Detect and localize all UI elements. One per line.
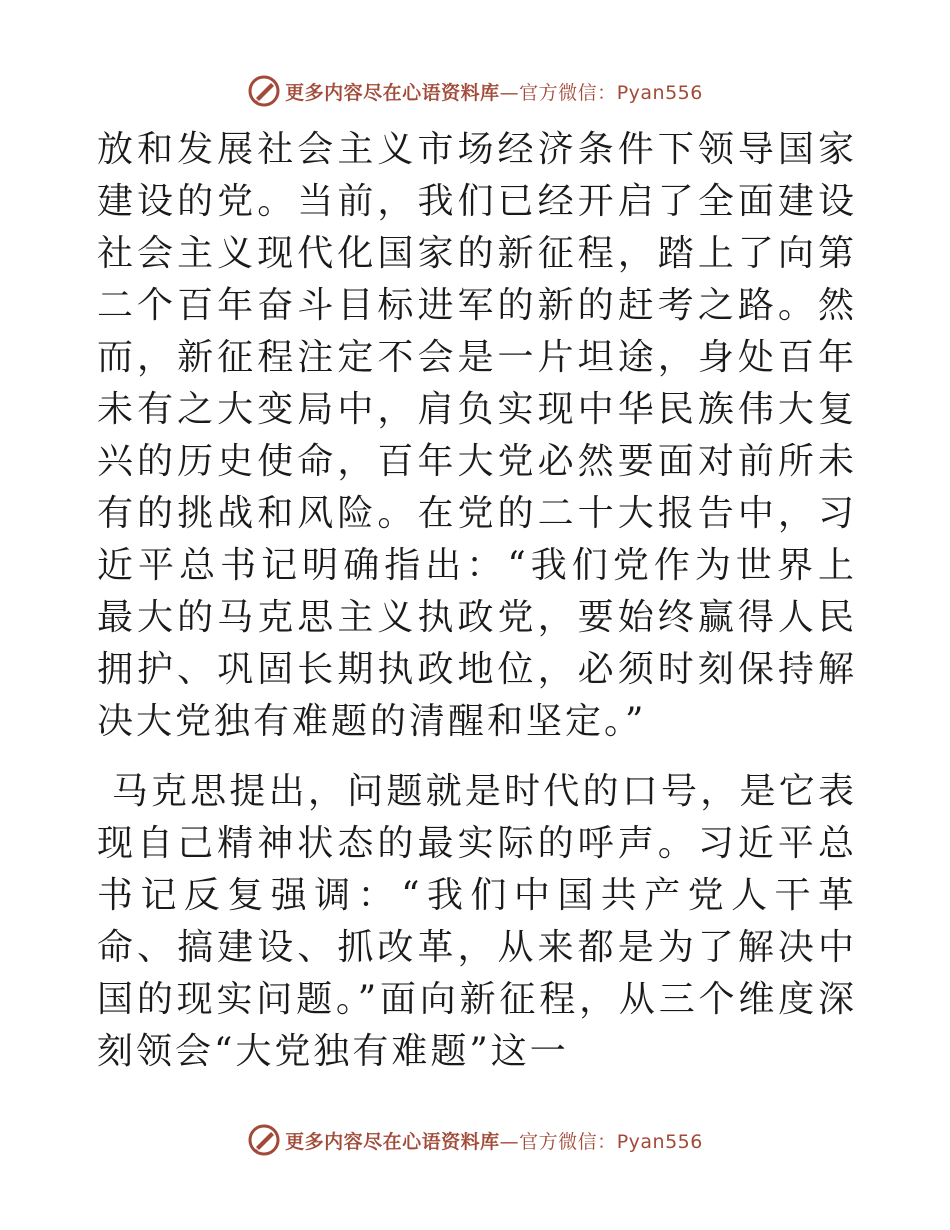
header-watermark <box>0 71 950 111</box>
header-wechat-id: Pyan556 <box>616 81 703 104</box>
header-separator: — <box>499 81 520 104</box>
document-body <box>97 124 857 1078</box>
paragraph-1: 放和发展社会主义市场经济条件下领导国家建设的党。当前，我们已经开启了全面建设社会主义现代化国家的新征程，踏上了向第二个百年奋斗目标进军的新的赶考之路。然而，新征程注定不会是一片坦途，身处百年未有之大变局中，肩负实现中华民族伟大复兴的历史使命，百年大党必然要面对前所未有的挑战和风险。在党的二十大报告中，习近平总书记明确指出：“我们党作为世界上最大的马克思主义执政党，要始终赢得人民拥护、巩固长期执政地位，必须时刻保持解决大党独有难题的清醒和坚定。” <box>97 129 857 742</box>
footer-watermark-text <box>285 1127 703 1154</box>
footer-wechat-id: Pyan556 <box>616 1130 703 1153</box>
footer-separator: — <box>499 1130 520 1153</box>
footer-watermark-label: 更多内容尽在心语资料库 <box>285 1130 500 1153</box>
header-wechat-label: 官方微信： <box>519 81 617 104</box>
header-watermark-text <box>285 78 703 105</box>
watermark-logo-icon <box>247 1123 281 1157</box>
header-watermark-label: 更多内容尽在心语资料库 <box>285 81 500 104</box>
watermark-logo-icon <box>247 74 281 108</box>
footer-watermark <box>0 1120 950 1160</box>
footer-wechat-label: 官方微信： <box>519 1130 617 1153</box>
paragraph-2: 马克思提出，问题就是时代的口号，是它表现自己精神状态的最实际的呼声。习近平总书记反复强调：“我们中国共产党人干革命、搞建设、抓改革，从来都是为了解决中国的现实问题。”面向新征程，从三个维度深刻领会“大党独有难题”这一 <box>97 771 857 1072</box>
